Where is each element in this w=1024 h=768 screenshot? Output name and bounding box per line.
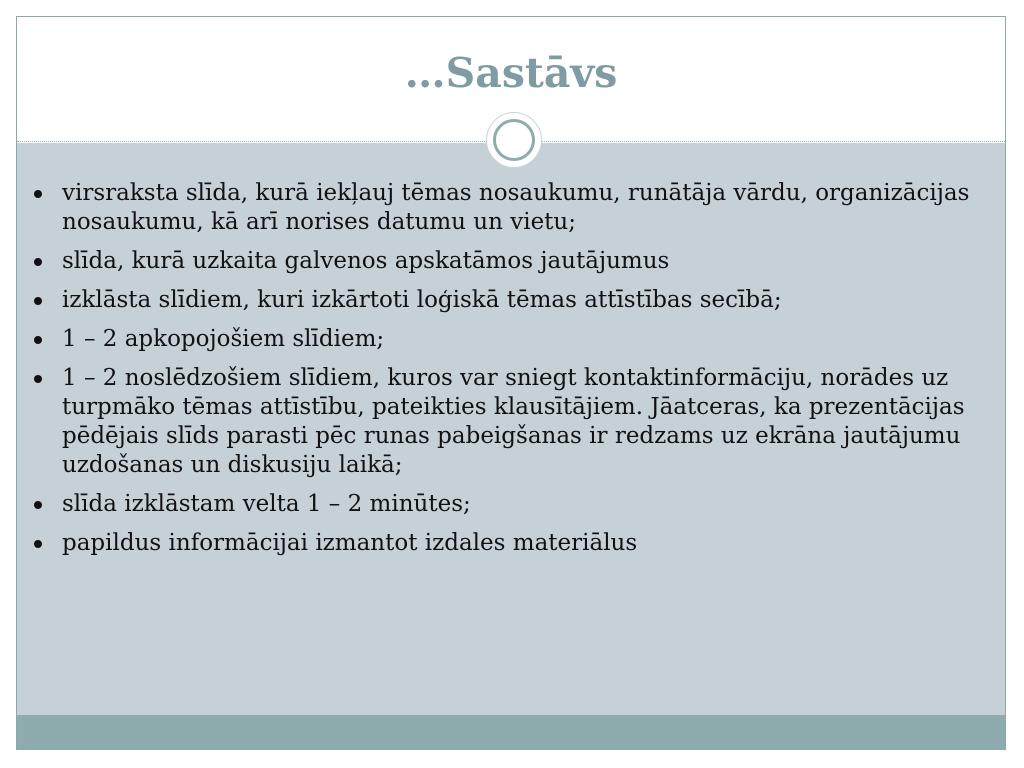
double-circle-icon (486, 112, 542, 168)
bullet-item: slīda izklāstam velta 1 – 2 minūtes; (31, 490, 981, 519)
bullet-list (31, 179, 981, 568)
bullet-item: virsraksta slīda, kurā iekļauj tēmas nosaukumu, runātāja vārdu, organizācijas nosaukumu, kā arī norises datumu un vietu; (31, 179, 981, 237)
bullet-item: slīda, kurā uzkaita galvenos apskatāmos jautājumus (31, 247, 981, 276)
bullet-item: papildus informācijai izmantot izdales materiālus (31, 529, 981, 558)
inner-circle-ring (493, 119, 535, 161)
slide-title: …Sastāvs (404, 49, 618, 97)
slide (16, 16, 1006, 750)
bullet-item: izklāsta slīdiem, kuri izkārtoti loģiskā tēmas attīstības secībā; (31, 286, 981, 315)
footer-bar (17, 715, 1005, 750)
bullet-item: 1 – 2 noslēdzošiem slīdiem, kuros var sniegt kontaktinformāciju, norādes uz turpmāko tēmas attīstību, pateikties klausītājiem. Jāatceras, ka prezentācijas pēdējais slīds parasti pēc runas pabeigšanas ir redzams uz ekrāna jautājumu uzdošanas un diskusiju laikā; (31, 364, 981, 480)
bullet-item: 1 – 2 apkopojošiem slīdiem; (31, 325, 981, 354)
